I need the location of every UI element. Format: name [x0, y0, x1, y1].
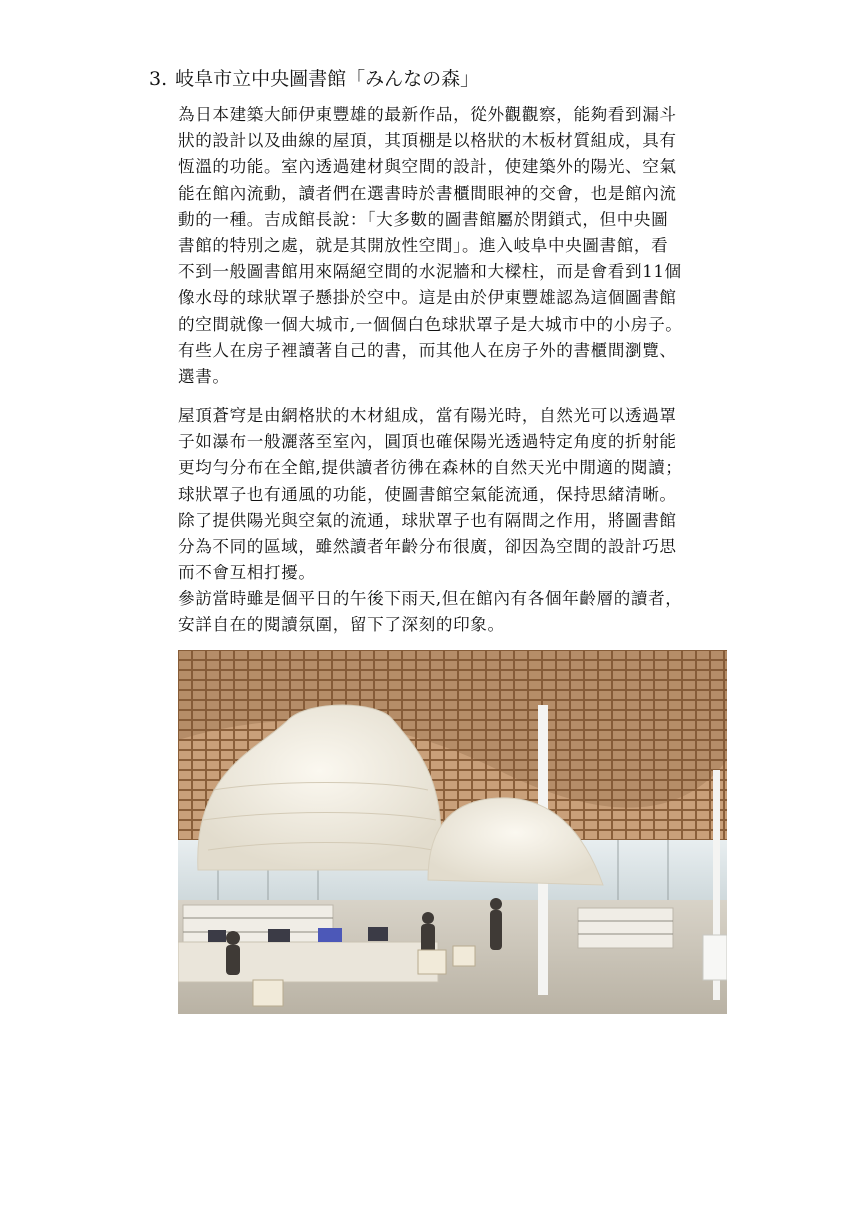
text-line: 球狀罩子也有通風的功能，使圖書館空氣能流通，保持思緒清晰。 [178, 484, 677, 504]
library-interior-photo [178, 650, 727, 1014]
text-line: 像水母的球狀罩子懸掛於空中。這是由於伊東豐雄認為這個圖書館 [178, 288, 677, 308]
text-line: 選書。 [178, 366, 230, 386]
paragraph [178, 586, 730, 638]
text-line: 屋頂蒼穹是由網格狀的木材組成，當有陽光時，自然光可以透過罩 [178, 406, 677, 425]
text-line: 有些人在房子裡讀著自己的書，而其他人在房子外的書櫃間瀏覽、 [178, 340, 677, 360]
text-line: 更均勻分布在全館,提供讀者彷彿在森林的自然天光中閒適的閱讀； [178, 458, 683, 478]
text-line: 子如瀑布一般灑落至室內，圓頂也確保陽光透過特定角度的折射能 [178, 432, 677, 452]
text-line: 分為不同的區域，雖然讀者年齡分布很廣，卻因為空間的設計巧思 [178, 536, 677, 556]
text-line: 恆溫的功能。室內透過建材與空間的設計，使建築外的陽光、空氣 [178, 157, 677, 177]
section-number: 3. [149, 68, 168, 90]
text-line: 狀的設計以及曲線的屋頂，其頂棚是以格狀的木板材質組成，具有 [178, 131, 677, 151]
text-line: 書館的特別之處，就是其開放性空間」。進入岐阜中央圖書館，看 [178, 235, 669, 255]
text-line: 而不會互相打擾。 [178, 563, 316, 583]
text-line: 動的一種。吉成館長說：「大多數的圖書館屬於閉鎖式，但中央圖 [178, 209, 669, 229]
text-line: 不到一般圖書館用來隔絕空間的水泥牆和大樑柱，而是會看到11個 [178, 262, 682, 282]
text-line: 的空間就像一個大城市,一個個白色球狀罩子是大城市中的小房子。 [178, 314, 683, 334]
text-line: 為日本建築大師伊東豐雄的最新作品，從外觀觀察，能夠看到漏斗 [178, 105, 677, 124]
section-heading [149, 66, 479, 92]
text-line: 參訪當時雖是個平日的午後下雨天,但在館內有各個年齡層的讀者， [178, 589, 683, 608]
text-line: 能在館內流動，讀者們在選書時於書櫃間眼神的交會，也是館內流 [178, 183, 677, 203]
desk [178, 942, 438, 982]
paragraph [178, 102, 730, 390]
text-line: 安詳自在的閱讀氛圍，留下了深刻的印象。 [178, 615, 505, 635]
paragraph [178, 403, 730, 586]
text-line: 除了提供陽光與空氣的流通，球狀罩子也有隔間之作用，將圖書館 [178, 510, 677, 530]
section-title: 岐阜市立中央圖書館「みんなの森」 [175, 68, 480, 90]
